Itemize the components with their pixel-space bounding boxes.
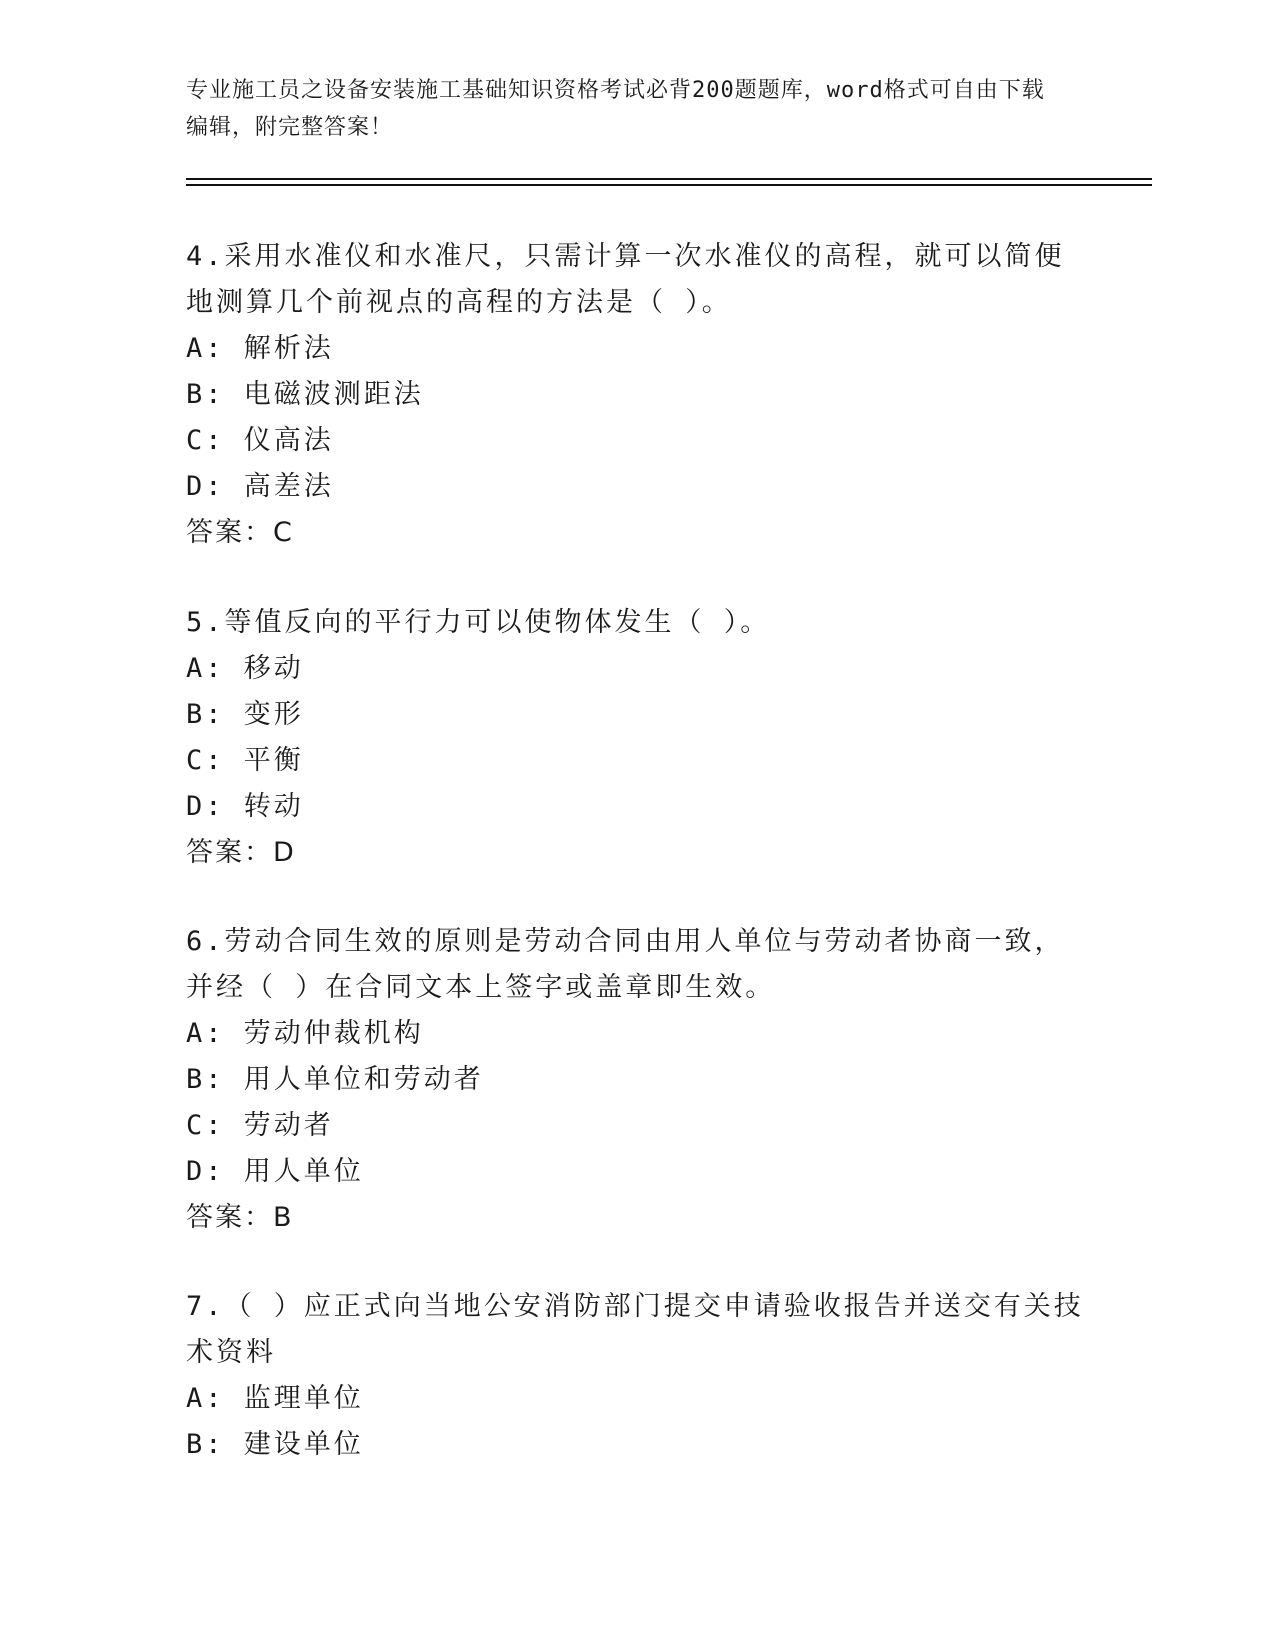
question-6 <box>186 919 1086 1241</box>
option-d: D: 转动 <box>186 791 304 822</box>
option-c: C: 劳动者 <box>186 1110 334 1141</box>
option-b: B: 建设单位 <box>186 1429 364 1460</box>
question-5 <box>186 600 1086 876</box>
option-a: A: 解析法 <box>186 333 334 364</box>
option-c: C: 仪高法 <box>186 425 334 456</box>
document-intro: 专业施工员之设备安装施工基础知识资格考试必背200题题库，word格式可自由下载编辑，附完整答案！ <box>186 78 1045 140</box>
option-a: A: 移动 <box>186 653 304 684</box>
question-7 <box>186 1284 1086 1468</box>
option-b: B: 用人单位和劳动者 <box>186 1064 484 1095</box>
question-4 <box>186 234 1086 556</box>
option-a: A: 劳动仲裁机构 <box>186 1018 424 1049</box>
header-divider-bottom <box>186 184 1152 186</box>
question-stem: 5.等值反向的平行力可以使物体发生（ ）。 <box>186 607 771 638</box>
option-b: B: 变形 <box>186 699 304 730</box>
header-divider-top <box>186 178 1152 180</box>
question-stem: 6.劳动合同生效的原则是劳动合同由用人单位与劳动者协商一致，并经（ ）在合同文本上签字或盖章即生效。 <box>186 926 1065 1003</box>
option-a: A: 监理单位 <box>186 1383 364 1414</box>
option-c: C: 平衡 <box>186 745 304 776</box>
answer-line: 答案：D <box>186 837 296 868</box>
answer-line: 答案：C <box>186 517 294 548</box>
option-d: D: 高差法 <box>186 471 334 502</box>
option-d: D: 用人单位 <box>186 1156 364 1187</box>
question-stem: 4.采用水准仪和水准尺，只需计算一次水准仪的高程，就可以简便地测算几个前视点的高程的方法是（ ）。 <box>186 241 1065 318</box>
question-stem: 7.（ ）应正式向当地公安消防部门提交申请验收报告并送交有关技术资料 <box>186 1291 1084 1368</box>
option-b: B: 电磁波测距法 <box>186 379 424 410</box>
answer-line: 答案：B <box>186 1202 294 1233</box>
